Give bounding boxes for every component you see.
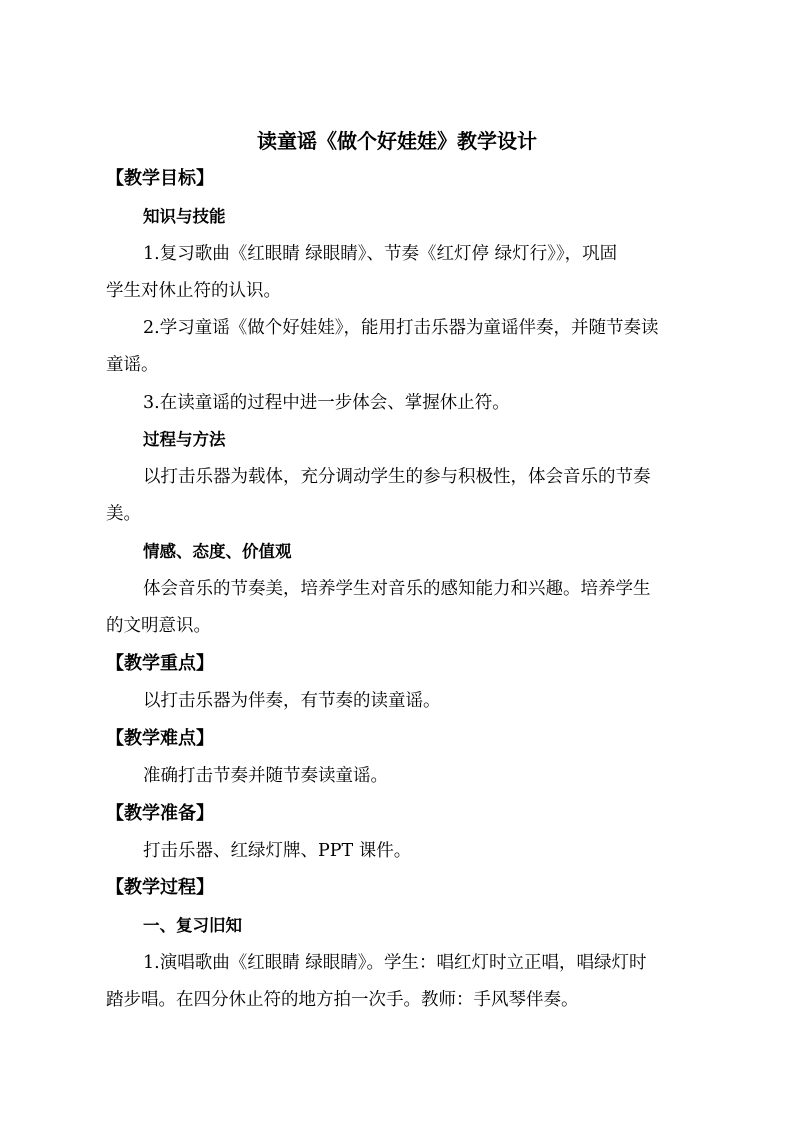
step-1-line-1: 1.演唱歌曲《红眼睛 绿眼睛》。学生：唱红灯时立正唱，唱绿灯时 xyxy=(143,953,647,973)
process-method-line-1: 以打击乐器为载体，充分调动学生的参与积极性，体会音乐的节奏 xyxy=(143,467,651,487)
objective-1-line-2: 学生对休止符的认识。 xyxy=(106,281,281,301)
objective-1-line-1: 1.复习歌曲《红眼睛 绿眼睛》、节奏《红灯停 绿灯行》》，巩固 xyxy=(143,244,618,264)
key-points-text: 以打击乐器为伴奏，有节奏的读童谣。 xyxy=(143,691,441,711)
knowledge-skills-heading: 知识与技能 xyxy=(143,207,226,226)
emotion-values-line-1: 体会音乐的节奏美，培养学生对音乐的感知能力和兴趣。培养学生 xyxy=(143,579,651,599)
objective-2-line-2: 童谣。 xyxy=(106,355,159,375)
process-method-line-2: 美。 xyxy=(106,504,141,524)
emotion-values-heading: 情感、态度、价值观 xyxy=(143,542,292,561)
difficulties-text: 准确打击节奏并随节奏读童谣。 xyxy=(143,766,388,786)
step-1-heading: 一、复习旧知 xyxy=(143,916,242,935)
key-points-heading: 【教学重点】 xyxy=(106,653,214,674)
process-method-heading: 过程与方法 xyxy=(143,430,226,449)
emotion-values-line-2: 的文明意识。 xyxy=(106,616,211,636)
difficulties-heading: 【教学难点】 xyxy=(106,728,214,749)
preparation-heading: 【教学准备】 xyxy=(106,803,214,824)
document-title: 读童谣《做个好娃娃》教学设计 xyxy=(257,129,537,153)
preparation-text: 打击乐器、红绿灯牌、PPT 课件。 xyxy=(143,841,412,861)
objective-2-line-1: 2.学习童谣《做个好娃娃》，能用打击乐器为童谣伴奏，并随节奏读 xyxy=(143,318,659,338)
step-1-line-2: 踏步唱。在四分休止符的地方拍一次手。教师：手风琴伴奏。 xyxy=(106,990,579,1010)
teaching-process-heading: 【教学过程】 xyxy=(106,877,214,898)
objective-3: 3.在读童谣的过程中进一步体会、掌握休止符。 xyxy=(143,393,510,413)
objectives-heading: 【教学目标】 xyxy=(106,168,214,189)
